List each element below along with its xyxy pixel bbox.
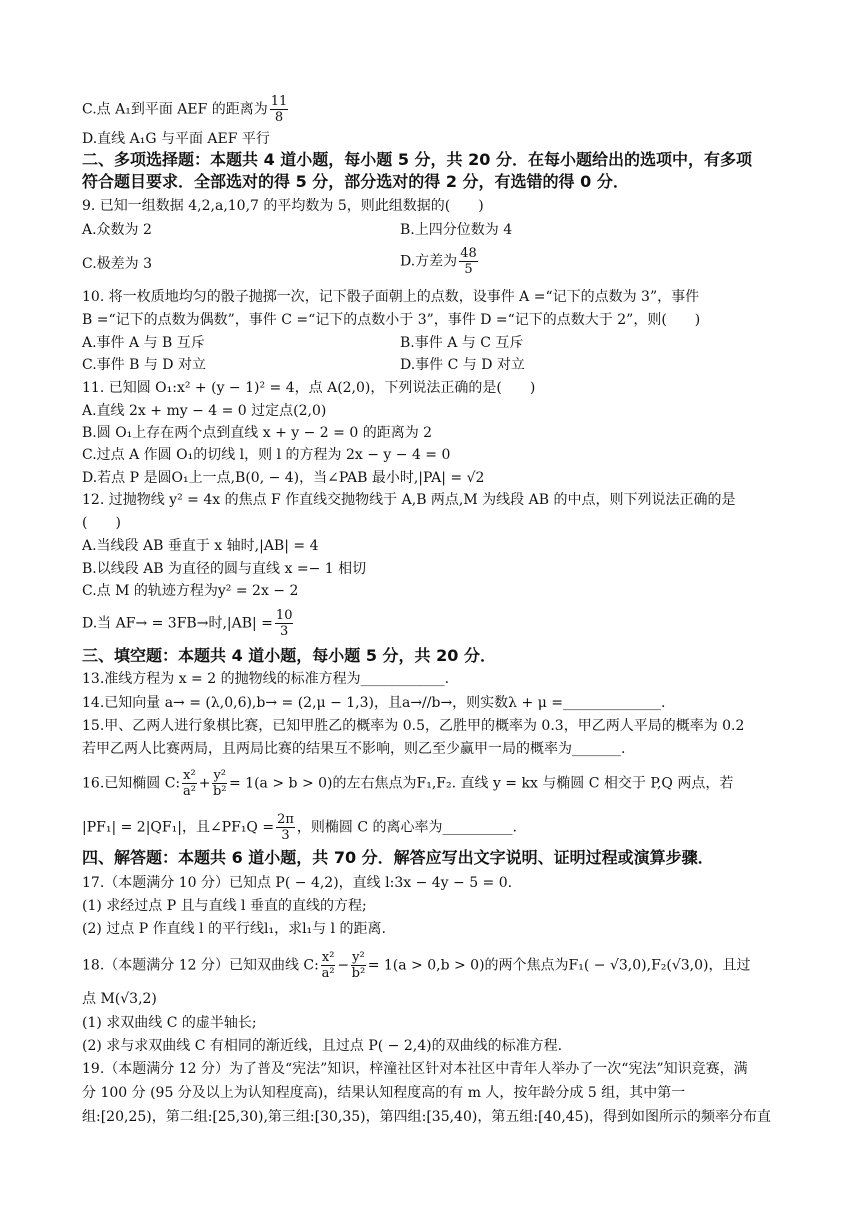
q15-line1: 15.甲、乙两人进行象棋比赛，已知甲胜乙的概率为 0.5，乙胜甲的概率为 0.3，甲乙两人平局的概率为 0.2 [82,718,745,734]
q15-line2: 若甲乙两人比赛两局，且两局比赛的结果互不影响，则乙至少赢甲一局的概率为_______. [82,741,626,757]
q14: 14.已知向量 a→ = (λ,0,6),b→ = (2,μ − 1,3)，且a→//b→，则实数λ + μ =______________. [82,695,666,711]
q10-stem-line2: B =“记下的点数为偶数”，事件 C =“记下的点数小于 3”，事件 D =“记下的点数大于 2”，则( ) [82,312,701,328]
q17-part2: (2) 过点 P 作直线 l 的平行线l₁，求l₁与 l 的距离. [82,921,386,937]
q11-option-a: A.直线 2x + my − 4 = 0 过定点(2,0) [82,403,327,419]
q12-option-d: D.当 AF→ = 3FB→时,|AB| = $\frac{10}{3}$ [82,608,293,639]
q10-stem-line1: 10. 将一枚质地均匀的骰子抛掷一次，记下骰子面朝上的点数，设事件 A =“记下的点数为 3”，事件 [82,289,700,305]
q18-line1: 18.（本题满分 12 分）已知双曲线 C: $\frac{\text{x²}}{\text{a²}}$ − $\frac{\text{y²}}{\text{b²}}$ = 1(a > 0,b > 0)的两个焦点为F₁( − √3,0),F₂(√3,0)，且过 [82,950,751,981]
fraction: $\frac{\text{y²}}{\text{b²}}$ [351,950,366,981]
fraction: $\frac{\text{x²}}{\text{a²}}$ [321,950,335,981]
q18-part1: (1) 求双曲线 C 的虚半轴长; [82,1015,257,1031]
q19-line2: 分 100 分 (95 分及以上为认知程度高)，结果认知程度高的有 m 人，按年龄分成 5 组，其中第一 [82,1085,686,1101]
q12-option-c: C.点 M 的轨迹方程为y² = 2x − 2 [82,583,299,599]
q10-option-a: A.事件 A 与 B 互斥 [82,335,205,351]
q11-option-d: D.若点 P 是圆O₁上一点,B(0, − 4)，当∠PAB 最小时,|PA| = √2 [82,470,485,486]
section-3-heading: 三、填空题：本题共 4 道小题，每小题 5 分，共 20 分． [82,646,496,665]
q10-option-b: B.事件 A 与 C 互斥 [400,335,524,351]
q12-stem-line1: 12. 过抛物线 y² = 4x 的焦点 F 作直线交抛物线于 A,B 两点,M 为线段 AB 的中点，则下列说法正确的是 [82,492,736,508]
q8-option-d: D.直线 A₁G 与平面 AEF 平行 [82,131,270,147]
q19-line3: 组:[20,25)，第二组:[25,30),第三组:[30,35)，第四组:[35,40)，第五组:[40,45)，得到如图所示的频率分布直 [82,1109,772,1125]
q8-option-c: C.点 A₁到平面 AEF 的距离为 $\frac{11}{8}$ [82,94,288,125]
q11-stem: 11. 已知圆 O₁:x² + (y − 1)² = 4，点 A(2,0)，下列说法正确的是( ) [82,380,536,396]
q18-part2: (2) 求与求双曲线 C 有相同的渐近线，且过点 P( − 2,4)的双曲线的标准方程. [82,1038,563,1054]
q18-line2: 点 M(√3,2) [82,991,157,1007]
q9-option-c: C.极差为 3 [82,256,153,272]
q12-option-b: B.以线段 AB 为直径的圆与直线 x =− 1 相切 [82,561,367,577]
q11-option-b: B.圆 O₁上存在两个点到直线 x + y − 2 = 0 的距离为 2 [82,425,433,441]
q19-line1: 19.（本题满分 12 分）为了普及“宪法”知识，梓潼社区针对本社区中青年人举办了一次“宪法”知识竞赛，满 [82,1061,748,1077]
q13: 13.准线方程为 x = 2 的抛物线的标准方程为____________. [82,671,450,687]
fraction: $\frac{11}{8}$ [270,94,288,125]
q9-stem: 9. 已知一组数据 4,2,a,10,7 的平均数为 5，则此组数据的( ) [82,198,484,214]
fraction: $\frac{48}{5}$ [460,246,477,277]
q16-line1: 16.已知椭圆 C: $\frac{\text{x²}}{\text{a²}}$ + $\frac{\text{y²}}{\text{b²}}$ = 1(a > b > 0)的左右焦点为F₁,F₂. 直线 y = kx 与椭圆 C 相交于 P,Q 两点，若 [82,768,734,799]
section-2-instructions: 符合题目要求．全部选对的得 5 分，部分选对的得 2 分，有选错的得 0 分． [82,172,629,191]
q12-option-a: A.当线段 AB 垂直于 x 轴时,|AB| = 4 [82,538,319,554]
q9-option-b: B.上四分位数为 4 [400,222,513,238]
q9-option-d: D.方差为 $\frac{48}{5}$ [400,246,477,277]
q10-option-d: D.事件 C 与 D 对立 [400,357,525,373]
section-4-heading: 四、解答题：本题共 6 道小题，共 70 分．解答应写出文字说明、证明过程或演算步骤． [82,848,714,867]
section-2-heading: 二、多项选择题：本题共 4 道小题，每小题 5 分，共 20 分．在每小题给出的选项中，有多项 [82,150,752,169]
q16-line2: |PF₁| = 2|QF₁|，且∠PF₁Q = $\frac{2\pi}{3}$ ，则椭圆 C 的离心率为__________. [82,812,517,843]
fraction: $\frac{2\pi}{3}$ [277,812,294,843]
fraction: $\frac{10}{3}$ [275,608,293,639]
q10-option-c: C.事件 B 与 D 对立 [82,357,206,373]
fraction: $\frac{\text{y²}}{\text{b²}}$ [212,768,227,799]
q17-part1: (1) 求经过点 P 且与直线 l 垂直的直线的方程; [82,898,367,914]
q12-stem-line2: ( ) [82,515,121,531]
q9-option-a: A.众数为 2 [82,222,152,238]
fraction: $\frac{\text{x²}}{\text{a²}}$ [182,768,196,799]
q11-option-c: C.过点 A 作圆 O₁的切线 l，则 l 的方程为 2x − y − 4 = 0 [82,447,451,463]
q17-stem: 17.（本题满分 10 分）已知点 P( − 4,2)，直线 l:3x − 4y − 5 = 0. [82,875,513,891]
